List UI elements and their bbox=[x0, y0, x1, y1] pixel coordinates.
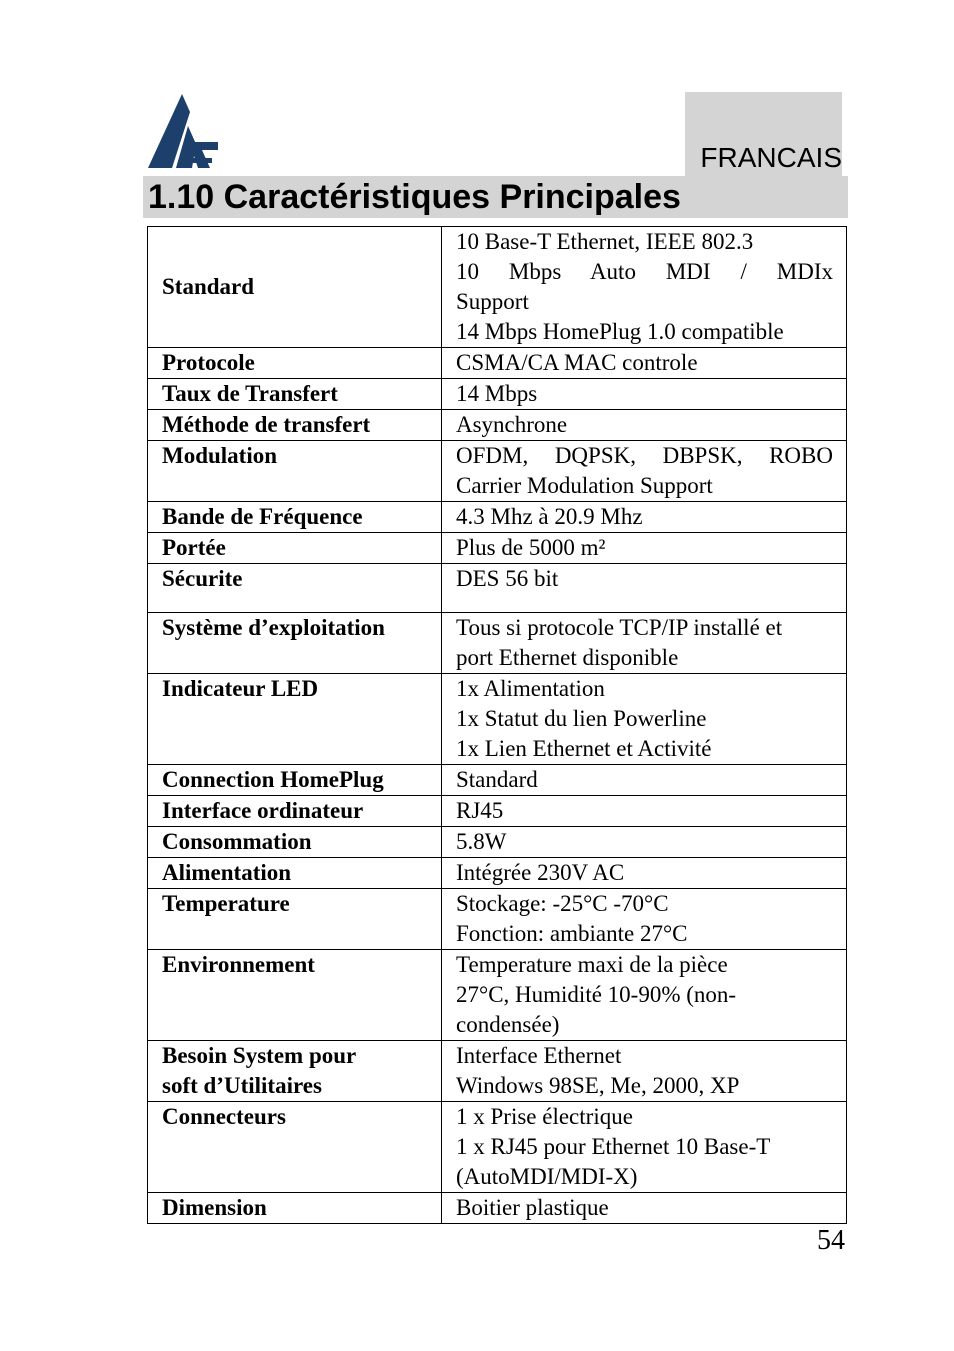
spec-value-line: 10 Mbps Auto MDI / MDIx bbox=[456, 259, 833, 284]
spec-label: Système d’exploitation bbox=[148, 613, 442, 674]
spec-label: Bande de Fréquence bbox=[148, 502, 442, 533]
spec-value-line: 1x Alimentation bbox=[456, 676, 605, 701]
table-row bbox=[148, 674, 847, 765]
spec-label: Taux de Transfert bbox=[148, 379, 442, 410]
spec-value bbox=[442, 827, 847, 858]
spec-label: Portée bbox=[148, 533, 442, 564]
spec-label-line: soft d’Utilitaires bbox=[162, 1073, 322, 1098]
spec-value bbox=[442, 564, 847, 613]
spec-value-line: Windows 98SE, Me, 2000, XP bbox=[456, 1073, 740, 1098]
table-row bbox=[148, 858, 847, 889]
table-row bbox=[148, 348, 847, 379]
atlantis-logo-icon bbox=[146, 92, 220, 170]
table-row bbox=[148, 613, 847, 674]
spec-label-line: Besoin System pour bbox=[162, 1043, 357, 1068]
table-row bbox=[148, 379, 847, 410]
spec-value bbox=[442, 613, 847, 674]
spec-label: Sécurite bbox=[148, 564, 442, 613]
table-row bbox=[148, 564, 847, 613]
specifications-table bbox=[147, 226, 847, 1224]
spec-label: Interface ordinateur bbox=[148, 796, 442, 827]
spec-value bbox=[442, 765, 847, 796]
spec-value bbox=[442, 1102, 847, 1193]
spec-value-line: 1x Lien Ethernet et Activité bbox=[456, 736, 712, 761]
spec-value-line: 1 x RJ45 pour Ethernet 10 Base-T bbox=[456, 1134, 771, 1159]
spec-value-line: 10 Base-T Ethernet, IEEE 802.3 bbox=[456, 229, 754, 254]
table-row bbox=[148, 889, 847, 950]
spec-value-line: 5.8W bbox=[456, 829, 507, 854]
spec-value-line: Carrier Modulation Support bbox=[456, 473, 713, 498]
spec-label: Standard bbox=[148, 227, 442, 348]
spec-label: Protocole bbox=[148, 348, 442, 379]
table-row bbox=[148, 227, 847, 348]
spec-label: Modulation bbox=[148, 441, 442, 502]
spec-value-line: Support bbox=[456, 289, 529, 314]
spec-value bbox=[442, 889, 847, 950]
table-row bbox=[148, 533, 847, 564]
page-number: 54 bbox=[817, 1225, 845, 1256]
spec-value-line: CSMA/CA MAC controle bbox=[456, 350, 698, 375]
spec-value-line: 1x Statut du lien Powerline bbox=[456, 706, 707, 731]
spec-value bbox=[442, 533, 847, 564]
spec-value-line: Intégrée 230V AC bbox=[456, 860, 625, 885]
spec-value-line: Plus de 5000 m² bbox=[456, 535, 606, 560]
table-row bbox=[148, 950, 847, 1041]
spec-value bbox=[442, 796, 847, 827]
spec-label: Méthode de transfert bbox=[148, 410, 442, 441]
spec-value-line: RJ45 bbox=[456, 798, 504, 823]
spec-value bbox=[442, 348, 847, 379]
table-row bbox=[148, 410, 847, 441]
section-title: 1.10 Caractéristiques Principales bbox=[148, 178, 681, 216]
spec-value bbox=[442, 858, 847, 889]
spec-value-line: Fonction: ambiante 27°C bbox=[456, 921, 688, 946]
spec-value bbox=[442, 379, 847, 410]
language-label: FRANCAIS bbox=[700, 142, 842, 173]
spec-value-line: condensée) bbox=[456, 1012, 560, 1037]
spec-label: Consommation bbox=[148, 827, 442, 858]
spec-label bbox=[148, 1041, 442, 1102]
spec-value-line: port Ethernet disponible bbox=[456, 645, 679, 670]
table-row bbox=[148, 796, 847, 827]
spec-value bbox=[442, 1041, 847, 1102]
spec-value bbox=[442, 674, 847, 765]
table-row bbox=[148, 502, 847, 533]
table-row bbox=[148, 1193, 847, 1224]
spec-value-line: (AutoMDI/MDI-X) bbox=[456, 1164, 638, 1189]
spec-value-line: Standard bbox=[456, 767, 538, 792]
spec-label: Indicateur LED bbox=[148, 674, 442, 765]
spec-value-line: 1 x Prise électrique bbox=[456, 1104, 633, 1129]
spec-value-line: 27°C, Humidité 10-90% (non- bbox=[456, 982, 737, 1007]
spec-label: Environnement bbox=[148, 950, 442, 1041]
spec-value bbox=[442, 227, 847, 348]
spec-value-line: Stockage: -25°C -70°C bbox=[456, 891, 669, 916]
spec-value bbox=[442, 502, 847, 533]
spec-value-line: 14 Mbps HomePlug 1.0 compatible bbox=[456, 319, 784, 344]
spec-label: Alimentation bbox=[148, 858, 442, 889]
spec-label: Connection HomePlug bbox=[148, 765, 442, 796]
spec-value-line: OFDM, DQPSK, DBPSK, ROBO bbox=[456, 443, 833, 468]
table-row bbox=[148, 1041, 847, 1102]
spec-label: Connecteurs bbox=[148, 1102, 442, 1193]
spec-value-line: Temperature maxi de la pièce bbox=[456, 952, 728, 977]
table-row bbox=[148, 765, 847, 796]
spec-value bbox=[442, 441, 847, 502]
spec-value-line: Interface Ethernet bbox=[456, 1043, 622, 1068]
table-row bbox=[148, 441, 847, 502]
spec-value-line: 14 Mbps bbox=[456, 381, 538, 406]
spec-label: Temperature bbox=[148, 889, 442, 950]
table-row bbox=[148, 827, 847, 858]
table-row bbox=[148, 1102, 847, 1193]
spec-value bbox=[442, 1193, 847, 1224]
spec-value-line: DES 56 bit bbox=[456, 566, 559, 591]
spec-value-line: Boitier plastique bbox=[456, 1195, 609, 1220]
spec-value bbox=[442, 410, 847, 441]
spec-value bbox=[442, 950, 847, 1041]
spec-value-line: 4.3 Mhz à 20.9 Mhz bbox=[456, 504, 643, 529]
spec-label: Dimension bbox=[148, 1193, 442, 1224]
spec-value-line: Tous si protocole TCP/IP installé et bbox=[456, 615, 783, 640]
spec-value-line: Asynchrone bbox=[456, 412, 568, 437]
